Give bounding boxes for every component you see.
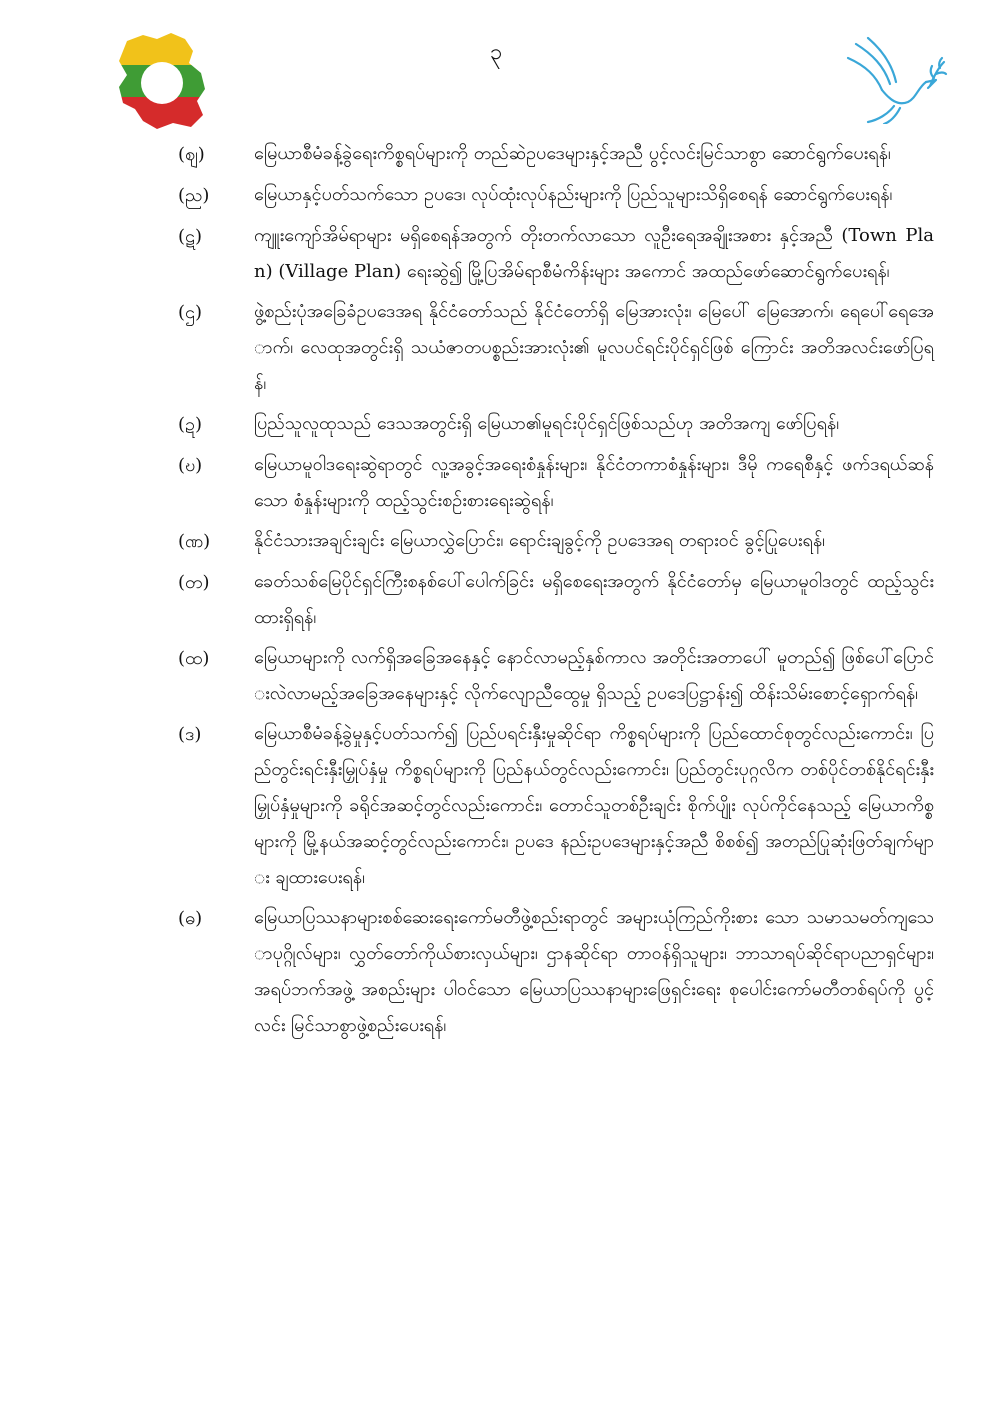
item-number: (ည) — [178, 185, 210, 206]
item-text: ဖွဲ့စည်းပုံအခြေခံဥပဒေအရ နိုင်ငံတော်သည် နိုင်ငံတော်ရှိ မြေအားလုံး၊ မြေပေါ် မြေအောက်၊ ရေပေါ်ရေအောက်၊ လေထုအတွင်းရှိ သယံဇာတပစ္စည်းအားလုံး၏ မူလပင်ရင်းပိုင်ရှင်ဖြစ် ကြောင်း အတိအလင်းဖော်ပြရန်၊ — [254, 301, 934, 394]
item-number: (ဏ) — [178, 531, 211, 552]
list-item — [178, 294, 934, 402]
list-item — [178, 177, 934, 214]
item-list — [178, 136, 934, 1048]
item-number: (ဒ) — [178, 724, 202, 745]
item-text: ကျူးကျော်အိမ်ရာများ မရှိစေရန်အတွက် တိုးတက်လာသော လူဦးရေအချိုးအစား နှင့်အညီ (Town Plan) (Village Plan) ရေးဆွဲ၍ မြို့ပြအိမ်ရာစီမံကိန်းများ အကောင် အထည်ဖော်ဆောင်ရွက်ပေးရန်၊ — [254, 225, 934, 282]
item-number: (တ) — [178, 572, 210, 593]
item-text: ပြည်သူလူထုသည် ဒေသအတွင်းရှိ မြေယာ၏မူရင်းပိုင်ရှင်ဖြစ်သည်ဟု အတိအကျ ဖော်ပြရန်၊ — [254, 413, 840, 434]
item-text: မြေယာမူဝါဒရေးဆွဲရာတွင် လူ့အခွင့်အရေးစံနှုန်းများ၊ နိုင်ငံတကာစံနှုန်းများ၊ ဒီမို ကရေစီနှင့် ဖက်ဒရယ်ဆန်သော စံနှုန်းများကို ထည့်သွင်းစဉ်းစားရေးဆွဲရန်၊ — [254, 454, 934, 511]
item-number: (ထ) — [178, 648, 210, 669]
list-item — [178, 564, 934, 636]
list-item — [178, 640, 934, 712]
item-text: နိုင်ငံသားအချင်းချင်း မြေယာလွှဲပြောင်း၊ ရောင်းချခွင့်ကို ဥပဒေအရ တရားဝင် ခွင့်ပြုပေးရန်၊ — [254, 530, 825, 551]
item-text: မြေယာနှင့်ပတ်သက်သော ဥပဒေ၊ လုပ်ထုံးလုပ်နည်းများကို ပြည်သူများသိရှိစေရန် ဆောင်ရွက်ပေးရန်၊ — [254, 184, 893, 205]
item-number: (ဓ) — [178, 908, 203, 929]
item-text: မြေယာပြဿနာများစစ်ဆေးရေးကော်မတီဖွဲ့စည်းရာတွင် အများယုံကြည်ကိုးစား သော သမာသမတ်ကျသောပုဂ္ဂိုလ်များ၊ လွှတ်တော်ကိုယ်စားလှယ်များ၊ ဌာနဆိုင်ရာ တာဝန်ရှိသူများ၊ ဘာသာရပ်ဆိုင်ရာပညာရှင်များ၊ အရပ်ဘက်အဖွဲ့ အစည်းများ ပါဝင်သော မြေယာပြဿနာများဖြေရှင်းရေး စုပေါင်းကော်မတီတစ်ရပ်ကို ပွင့်လင်း မြင်သာစွာဖွဲ့စည်းပေးရန်၊ — [254, 907, 934, 1036]
item-number: (ဋ) — [178, 226, 203, 247]
list-item — [178, 136, 934, 173]
list-item — [178, 447, 934, 519]
list-item — [178, 900, 934, 1044]
item-text: မြေယာစီမံခန့်ခွဲရေးကိစ္စရပ်များကို တည်ဆဲဥပဒေများနှင့်အညီ ပွင့်လင်းမြင်သာစွာ ဆောင်ရွက်ပေးရန်၊ — [254, 143, 891, 164]
item-text: မြေယာများကို လက်ရှိအခြေအနေနှင့် နောင်လာမည့်နှစ်ကာလ အတိုင်းအတာပေါ် မူတည်၍ ဖြစ်ပေါ်ပြောင်းလဲလာမည့်အခြေအနေများနှင့် လိုက်လျောညီထွေမှု ရှိသည့် ဥပဒေပြဋ္ဌာန်း၍ ထိန်းသိမ်းစောင့်ရှောက်ရန်၊ — [254, 647, 934, 704]
dove-logo — [838, 36, 948, 124]
item-number: (ဎ) — [178, 455, 203, 476]
list-item — [178, 218, 934, 290]
list-item — [178, 523, 934, 560]
list-item — [178, 406, 934, 443]
list-item — [178, 716, 934, 896]
item-number: (ဌ) — [178, 302, 203, 323]
page-number: ၃ — [489, 40, 503, 65]
item-number: (ဍ) — [178, 414, 203, 435]
item-text: မြေယာစီမံခန့်ခွဲမှုနှင့်ပတ်သက်၍ ပြည်ပရင်းနှီးမှုဆိုင်ရာ ကိစ္စရပ်များကို ပြည်ထောင်စုတွင်လည်းကောင်း၊ ပြည်တွင်းရင်းနှီးမြှုပ်နှံမှု ကိစ္စရပ်များကို ပြည်နယ်တွင်လည်းကောင်း၊ ပြည်တွင်းပုဂ္ဂလိက တစ်ပိုင်တစ်နိုင်ရင်းနှီး မြှုပ်နှံမှုများကို ခရိုင်အဆင့်တွင်လည်းကောင်း၊ တောင်သူတစ်ဦးချင်း စိုက်ပျိုး လုပ်ကိုင်နေသည့် မြေယာကိစ္စများကို မြို့နယ်အဆင့်တွင်လည်းကောင်း၊ ဥပဒေ နည်းဥပဒေများနှင့်အညီ စိစစ်၍ အတည်ပြုဆုံးဖြတ်ချက်များ ချထားပေးရန်၊ — [254, 723, 934, 888]
item-text: ခေတ်သစ်မြေပိုင်ရှင်ကြီးစနစ်ပေါ်ပေါက်ခြင်း မရှိစေရေးအတွက် နိုင်ငံတော်မှ မြေယာမူဝါဒတွင် ထည့်သွင်းထားရှိရန်၊ — [254, 571, 934, 628]
item-number: (ဈ) — [178, 144, 205, 165]
